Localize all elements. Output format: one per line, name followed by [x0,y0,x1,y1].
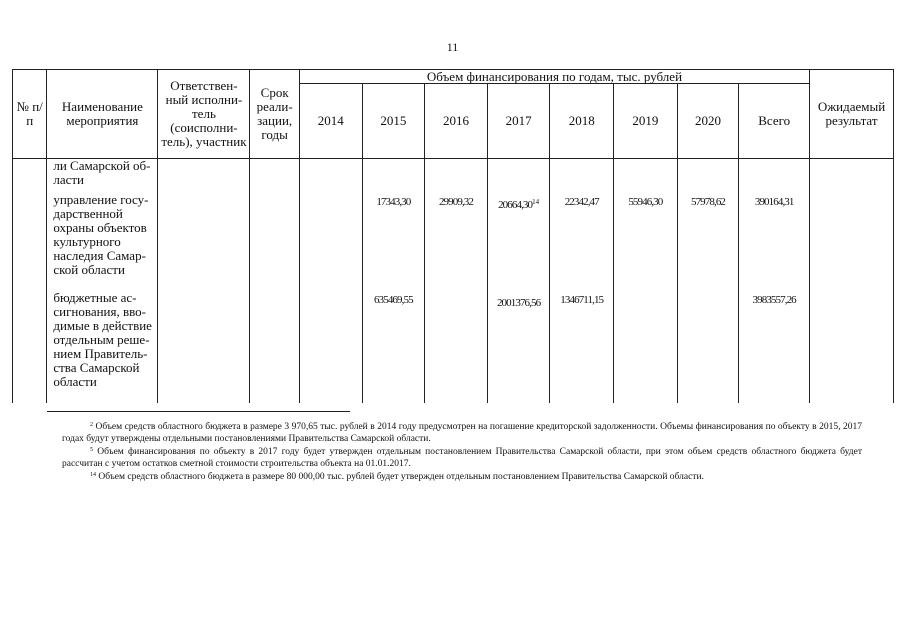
cell-2018: 1346711,15 [550,291,614,403]
footnotes [62,420,862,484]
name-line: охраны объектов [53,219,147,235]
cell-2020 [677,291,739,403]
cell-2015: 17343,30 [362,193,425,291]
cell-name [47,159,158,193]
header-num: № п/п [13,70,47,159]
header-year-2017: 2017 [487,84,550,159]
name-line: нием Правитель- [53,345,148,361]
name-line: ласти [53,172,85,187]
footnote-text: Объем средств областного бюджета в размере 80 000,00 тыс. рублей будет утвержден отдельным постановлением Правительства Самарской области. [98,472,704,482]
cell-2018: 22342,47 [550,193,614,291]
name-line: наследия Самар- [53,247,146,263]
cell-num [13,291,47,403]
table-row [13,193,894,291]
name-line: бюджетные ас- [53,289,137,305]
header-funding-group: Объем финансирования по годам, тыс. рублей [299,70,809,84]
cell-period [250,193,300,291]
name-line: ли Самарской об- [53,158,151,173]
page-number: 11 [446,40,459,54]
footnote [62,470,862,484]
name-line: ства Самарской [53,359,140,375]
header-year-2018: 2018 [550,84,614,159]
cell-period [250,291,300,403]
cell-2019 [614,159,678,193]
cell-2019 [614,291,678,403]
cell-result [810,159,894,193]
footnote-text: Объем средств областного бюджета в размере 3 970,65 тыс. рублей в 2014 году предусмотрен на погашение кредиторской задолженности. Объемы финансирования по объекту в 2015, 2017 годах будут утверждены отдельными постановлениями Правительства Самарской области. [62,422,863,444]
cell-total: 3983557,26 [739,291,810,403]
footnote-mark: 14 [90,472,96,478]
header-year-2015: 2015 [362,84,425,159]
name-line: димые в действие [53,317,152,333]
header-year-2014: 2014 [299,84,362,159]
cell-period [250,159,300,193]
cell-2019: 55946,30 [614,193,678,291]
cell-responsible [158,159,250,193]
header-year-2016: 2016 [425,84,488,159]
cell-total [739,159,810,193]
cell-2014 [299,193,362,291]
name-line: культурного [53,233,121,249]
header-year-2020: 2020 [677,84,739,159]
cell-2020 [677,159,739,193]
footnote-mark: 5 [90,447,93,453]
cell-2015: 635469,55 [362,291,425,403]
table-row [13,291,894,403]
header-responsible: Ответствен-ный исполни-тель (соисполни-тель), участник [158,70,250,159]
cell-num [13,159,47,193]
header-period: Срок реали-зации, годы [250,70,300,159]
cell-total: 390164,31 [739,193,810,291]
cell-responsible [158,193,250,291]
name-line: управление госу- [53,191,149,207]
name-line: области [53,373,97,389]
cell-2017 [487,291,550,403]
cell-2017 [487,159,550,193]
header-year-2019: 2019 [614,84,678,159]
cell-2016 [425,291,488,403]
cell-name [47,291,158,403]
cell-2020: 57978,62 [677,193,739,291]
value-2017: 2001376,56 [496,296,541,309]
name-line: дарственной [53,205,123,221]
cell-2014 [299,159,362,193]
cell-2016 [425,159,488,193]
header-name: Наименование мероприятия [47,70,158,159]
financing-table [12,69,894,403]
value-2017: 20664,30 [498,198,533,211]
cell-2016: 29909,32 [425,193,488,291]
cell-result [810,291,894,403]
table-header [13,70,894,159]
cell-responsible [158,291,250,403]
cell-2018 [550,159,614,193]
name-line: сигнования, вво- [53,303,147,319]
footnote-mark: 2 [90,422,93,428]
name-line: отдельным реше- [53,331,150,347]
table-row [13,159,894,193]
footnote-text: Объем финансирования по объекту в 2017 году будет утвержден отдельным постановлением Правительства Самарской области, при этом объем средств областного бюджета будет рассчитан с учетом остатков сметной стоимости строительства объекта на 01.01.2017. [62,447,863,469]
cell-name [47,193,158,291]
header-total: Всего [739,84,810,159]
cell-num [13,193,47,291]
cell-2014 [299,291,362,403]
name-line: ской области [53,261,125,277]
footnote [62,420,862,445]
footnote-ref: 14 [532,197,540,206]
header-result: Ожидаемый результат [810,70,894,159]
cell-2015 [362,159,425,193]
footnote [62,445,862,470]
cell-result [810,193,894,291]
cell-2017 [487,193,550,291]
footnote-separator [47,411,350,412]
